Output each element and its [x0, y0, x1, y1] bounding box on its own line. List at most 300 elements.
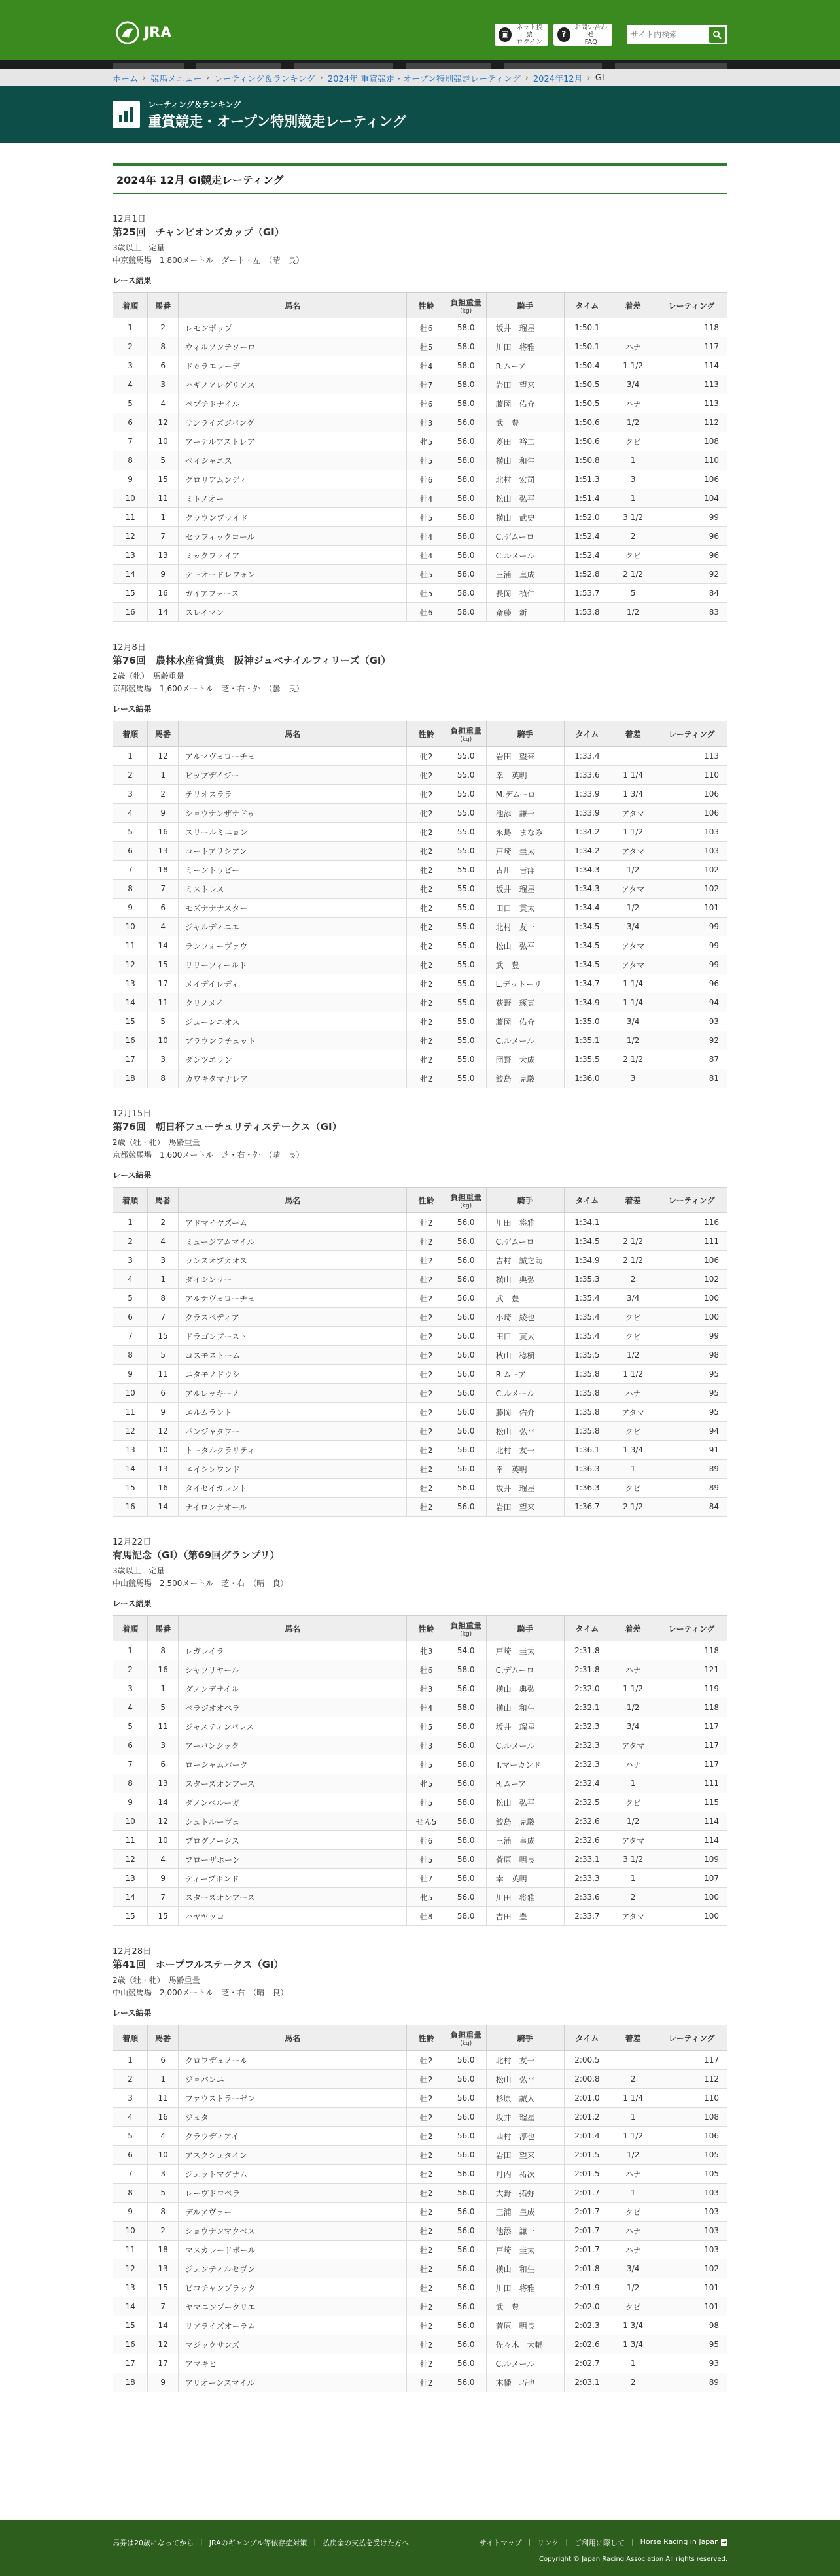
cell-time: 2:33.1 [564, 1850, 610, 1869]
cell-rank: 12 [113, 1850, 148, 1869]
table-row [113, 880, 727, 899]
cell-name[interactable]: アスクシュタイン [179, 2146, 407, 2165]
cell-wt: 56.0 [446, 1422, 486, 1441]
table-row [113, 2222, 727, 2241]
cell-name[interactable]: スターズオンアース [179, 1774, 407, 1793]
cell-rating: 117 [656, 1736, 727, 1755]
cell-wt: 56.0 [446, 1232, 486, 1251]
table-row [113, 1308, 727, 1327]
column-header-name [179, 1616, 407, 1641]
cell-name[interactable]: アリオーンスマイル [179, 2373, 407, 2392]
cell-time: 1:33.4 [564, 747, 610, 766]
column-header-num [148, 2025, 179, 2051]
cell-sex: 牝2 [407, 823, 446, 842]
cell-jockey: C.ルメール [486, 1384, 564, 1403]
cell-rank: 9 [113, 2203, 148, 2222]
results-label: レース結果 [113, 276, 152, 285]
cell-name[interactable]: ジャスティンパレス [179, 1717, 407, 1736]
cell-name[interactable]: ショウナンマクベス [179, 2222, 407, 2241]
column-label: 性齢 [418, 729, 434, 739]
cell-rank: 6 [113, 1308, 148, 1327]
cell-wt: 58.0 [446, 508, 486, 527]
cell-rank: 15 [113, 1479, 148, 1498]
cell-name[interactable]: アーバンシック [179, 1736, 407, 1755]
cell-wt: 55.0 [446, 1050, 486, 1069]
footer-link-addiction[interactable]: JRAのギャンブル等依存症対策 [209, 2539, 307, 2547]
nav-tab-6[interactable] [615, 63, 727, 69]
cell-jockey: 三浦 皇成 [486, 2203, 564, 2222]
column-label: 着差 [625, 2033, 641, 2043]
cell-rating: 103 [656, 2184, 727, 2203]
table-row [113, 2278, 727, 2297]
cell-name[interactable]: ジェットマグナム [179, 2165, 407, 2184]
cell-rating: 95 [656, 2335, 727, 2354]
cell-sex: 牡4 [407, 1698, 446, 1717]
cell-name[interactable]: ブローザホーン [179, 1850, 407, 1869]
column-header-margin [610, 2025, 656, 2051]
table-row [113, 584, 727, 603]
cell-margin: 1 [610, 2354, 656, 2373]
cell-rating: 107 [656, 1869, 727, 1888]
faq-button[interactable] [553, 24, 612, 46]
cell-margin: 2 [610, 527, 656, 546]
cell-rank: 10 [113, 489, 148, 508]
footer-link-terms[interactable]: ご利用に際して [574, 2539, 625, 2547]
cell-name[interactable]: アルテヴェローチェ [179, 1289, 407, 1308]
cell-name[interactable]: ミトノオー [179, 489, 407, 508]
weight-unit: (kg) [460, 307, 472, 315]
cell-name[interactable]: エイシンワンド [179, 1460, 407, 1479]
cell-rating: 112 [656, 413, 727, 432]
cell-name[interactable]: クラスペディア [179, 1308, 407, 1327]
cell-rating: 95 [656, 1384, 727, 1403]
cell-rating: 99 [656, 955, 727, 974]
cell-name[interactable]: クリノメイ [179, 993, 407, 1012]
cell-sex: 牡2 [407, 1365, 446, 1384]
cell-sex: 牡4 [407, 489, 446, 508]
cell-name[interactable]: ショウナンザナドゥ [179, 804, 407, 823]
cell-jockey: 川田 将雅 [486, 1213, 564, 1232]
cell-name[interactable]: コスモストーム [179, 1346, 407, 1365]
race-list [113, 212, 727, 2392]
cell-name[interactable]: シュトルーヴェ [179, 1812, 407, 1831]
column-label: レーティング [668, 301, 715, 311]
cell-name[interactable]: テリオスララ [179, 785, 407, 804]
cell-name[interactable]: クラウディアイ [179, 2127, 407, 2146]
cell-rank: 4 [113, 1270, 148, 1289]
cell-jockey: 荻野 琢真 [486, 993, 564, 1012]
cell-jockey: 松山 弘平 [486, 489, 564, 508]
cell-sex: 牡2 [407, 1289, 446, 1308]
cell-rating: 89 [656, 1479, 727, 1498]
breadcrumb-2024-12[interactable]: 2024年12月 [533, 74, 583, 84]
cell-sex: 牝5 [407, 1888, 446, 1907]
cell-name[interactable]: ハギノアレグリアス [179, 375, 407, 394]
cell-margin [610, 318, 656, 337]
footer-link-refund[interactable]: 払戻金の支払を受けた方へ [322, 2539, 409, 2547]
cell-name[interactable]: プログノーシス [179, 1831, 407, 1850]
cell-name[interactable]: アーテルアストレア [179, 432, 407, 451]
cell-rating: 106 [656, 470, 727, 489]
cell-wt: 55.0 [446, 899, 486, 918]
race-section [113, 1535, 727, 1926]
cell-jockey: R.ムーア [486, 1774, 564, 1793]
column-label: 馬番 [155, 1195, 171, 1205]
cell-name[interactable]: サンライズジパング [179, 413, 407, 432]
cell-rank: 1 [113, 318, 148, 337]
column-header-time [564, 1616, 610, 1641]
cell-rank: 7 [113, 861, 148, 880]
breadcrumb-2024-rating[interactable]: 2024年 重賞競走・オープン特別競走レーティング [327, 74, 521, 84]
breadcrumb-menu[interactable]: 競馬メニュー [150, 74, 202, 84]
cell-num: 1 [148, 1679, 179, 1698]
cell-name[interactable]: リリーフィールド [179, 955, 407, 974]
cell-name[interactable]: クラウンプライド [179, 508, 407, 527]
cell-sex: 牡6 [407, 470, 446, 489]
cell-sex: 牡2 [407, 2354, 446, 2373]
cell-sex: 牡6 [407, 394, 446, 413]
cell-name[interactable]: エルムラント [179, 1403, 407, 1422]
cell-rating: 94 [656, 1422, 727, 1441]
cell-num: 12 [148, 1422, 179, 1441]
cell-name[interactable]: スレイマン [179, 603, 407, 622]
cell-name[interactable]: ブラウンラチェット [179, 1031, 407, 1050]
cell-jockey: 武 豊 [486, 2297, 564, 2316]
cell-name[interactable]: スターズオンアース [179, 1888, 407, 1907]
footer-link-age[interactable]: 馬券は20歳になってから [113, 2539, 194, 2547]
cell-rating: 84 [656, 584, 727, 603]
cell-wt: 56.0 [446, 2184, 486, 2203]
column-header-rank [113, 2025, 148, 2051]
cell-name[interactable]: ミュージアムマイル [179, 1232, 407, 1251]
cell-name[interactable]: ベラジオオペラ [179, 1698, 407, 1717]
footer-link-sitemap[interactable]: サイトマップ [479, 2539, 522, 2547]
column-header-wt [446, 293, 486, 318]
cell-sex: 牡2 [407, 2165, 446, 2184]
cell-sex: 牡3 [407, 1736, 446, 1755]
column-header-jockey [486, 2025, 564, 2051]
cell-rank: 8 [113, 1774, 148, 1793]
cell-num: 4 [148, 394, 179, 413]
login-label-top: ネット投票 [516, 24, 543, 39]
ranking-chart-icon [113, 101, 140, 128]
table-row [113, 1232, 727, 1251]
cell-name[interactable]: ダノンデサイル [179, 1679, 407, 1698]
table-row [113, 2241, 727, 2259]
cell-time: 1:36.1 [564, 1441, 610, 1460]
cell-wt: 56.0 [446, 1679, 486, 1698]
cell-rating: 106 [656, 804, 727, 823]
cell-name[interactable]: ガイアフォース [179, 584, 407, 603]
column-header-margin [610, 1188, 656, 1213]
cell-name[interactable]: シャフリヤール [179, 1660, 407, 1679]
cell-jockey: 横山 和生 [486, 2259, 564, 2278]
cell-name[interactable]: テーオードレフォン [179, 565, 407, 584]
cell-time: 1:50.1 [564, 318, 610, 337]
cell-name[interactable]: レモンポップ [179, 318, 407, 337]
column-label: 着順 [122, 301, 139, 311]
footer-links-left: 馬券は20歳になってから | JRAのギャンブル等依存症対策 | 払戻金の支払を受けた方へ [113, 2537, 409, 2547]
table-header-row [113, 2025, 727, 2051]
cell-name[interactable]: ダイシンラー [179, 1270, 407, 1289]
cell-jockey: 川田 将雅 [486, 1888, 564, 1907]
race-conditions: 2歳（牡・牝） 馬齢重量 [113, 1138, 200, 1147]
cell-margin: クビ [610, 546, 656, 565]
cell-name[interactable]: ダノンベルーガ [179, 1793, 407, 1812]
cell-name[interactable]: アドマイヤズーム [179, 1213, 407, 1232]
cell-jockey: 長岡 禎仁 [486, 584, 564, 603]
nav-tab-3[interactable] [294, 63, 393, 69]
table-header-row [113, 1616, 727, 1641]
cell-wt: 58.0 [446, 1812, 486, 1831]
cell-wt: 55.0 [446, 936, 486, 955]
nav-tab-5[interactable] [504, 63, 602, 69]
cell-sex: 牡2 [407, 1498, 446, 1517]
cell-name[interactable]: ミーントゥビー [179, 861, 407, 880]
breadcrumb-home[interactable]: ホーム [113, 74, 139, 84]
cell-jockey: 西村 淳也 [486, 2127, 564, 2146]
column-header-time [564, 721, 610, 747]
cell-name[interactable]: アマキヒ [179, 2354, 407, 2373]
cell-wt: 56.0 [446, 432, 486, 451]
cell-wt: 58.0 [446, 1793, 486, 1812]
cell-name[interactable]: ペプチドナイル [179, 394, 407, 413]
cell-name[interactable]: トータルクラリティ [179, 1441, 407, 1460]
breadcrumb-current: GI [595, 73, 604, 83]
column-label: タイム [575, 1195, 599, 1205]
cell-rank: 15 [113, 2316, 148, 2335]
search-input[interactable] [627, 26, 708, 43]
net-vote-login-button[interactable] [495, 24, 548, 46]
cell-jockey: 松山 弘平 [486, 1793, 564, 1812]
cell-rating: 93 [656, 2354, 727, 2373]
cell-time: 2:00.5 [564, 2051, 610, 2070]
column-label: 馬番 [155, 729, 171, 739]
column-header-rating [656, 721, 727, 747]
nav-tab-2[interactable] [196, 63, 281, 69]
cell-name[interactable]: ジューンエオス [179, 1012, 407, 1031]
cell-sex: 牝2 [407, 861, 446, 880]
breadcrumb-sep: › [525, 73, 529, 83]
cell-wt: 58.0 [446, 1717, 486, 1736]
cell-name[interactable]: リアライズオーラム [179, 2316, 407, 2335]
cell-rating: 101 [656, 2278, 727, 2297]
table-row [113, 1365, 727, 1384]
cell-time: 1:52.0 [564, 508, 610, 527]
cell-name[interactable]: パンジャタワー [179, 1422, 407, 1441]
cell-rank: 9 [113, 470, 148, 489]
cell-name[interactable]: ミストレス [179, 880, 407, 899]
breadcrumb-rating-ranking[interactable]: レーティング＆ランキング [214, 74, 315, 84]
cell-time: 1:50.6 [564, 432, 610, 451]
cell-name[interactable]: ファウストラーゼン [179, 2089, 407, 2108]
cell-name[interactable]: レガレイラ [179, 1641, 407, 1660]
cell-name[interactable]: ミックファイア [179, 546, 407, 565]
cell-time: 1:36.3 [564, 1479, 610, 1498]
cell-margin: アタマ [610, 936, 656, 955]
cell-jockey: 吉村 誠之助 [486, 1251, 564, 1270]
cell-time: 2:03.1 [564, 2373, 610, 2392]
cell-wt: 56.0 [446, 1888, 486, 1907]
cell-name[interactable]: グロリアムンディ [179, 470, 407, 489]
cell-wt: 56.0 [446, 413, 486, 432]
cell-name[interactable]: クロワデュノール [179, 2051, 407, 2070]
cell-num: 17 [148, 974, 179, 993]
cell-name[interactable]: メイデイレディ [179, 974, 407, 993]
cell-num: 8 [148, 1069, 179, 1088]
column-label: 着差 [625, 729, 641, 739]
cell-sex: 牝2 [407, 747, 446, 766]
search-button[interactable] [709, 27, 725, 43]
column-label: タイム [575, 729, 599, 739]
cell-num: 12 [148, 747, 179, 766]
cell-rating: 92 [656, 565, 727, 584]
cell-name[interactable]: ジャルディニエ [179, 918, 407, 936]
cell-name[interactable]: ビップデイジー [179, 766, 407, 785]
cell-name[interactable]: デルアヴァー [179, 2203, 407, 2222]
table-row [113, 1812, 727, 1831]
cell-name[interactable]: ランフォーヴァウ [179, 936, 407, 955]
cell-name[interactable]: ウィルソンテソーロ [179, 337, 407, 356]
cell-sex: 牡2 [407, 2241, 446, 2259]
cell-rank: 5 [113, 394, 148, 413]
cell-time: 1:35.8 [564, 1365, 610, 1384]
cell-name[interactable]: ローシャムパーク [179, 1755, 407, 1774]
cell-margin: 1 3/4 [610, 2335, 656, 2354]
cell-jockey: 武 豊 [486, 955, 564, 974]
cell-name[interactable]: ナイロンナオール [179, 1498, 407, 1517]
cell-wt: 55.0 [446, 766, 486, 785]
cell-sex: 牡4 [407, 527, 446, 546]
race-date: 12月28日 [113, 1947, 152, 1957]
column-header-rank [113, 293, 148, 318]
cell-jockey: M.デムーロ [486, 785, 564, 804]
cell-jockey: 池添 謙一 [486, 2222, 564, 2241]
cell-name[interactable]: レーヴドロペラ [179, 2184, 407, 2203]
cell-name[interactable]: タイセイカレント [179, 1479, 407, 1498]
table-row [113, 1641, 727, 1660]
column-label: タイム [575, 1624, 599, 1634]
cell-margin: アタマ [610, 955, 656, 974]
cell-num: 5 [148, 1346, 179, 1365]
nav-tab-4[interactable] [406, 63, 491, 69]
cell-name[interactable]: セラフィックコール [179, 527, 407, 546]
cell-num: 14 [148, 603, 179, 622]
column-header-sex [407, 2025, 446, 2051]
cell-jockey: 小崎 綾也 [486, 1308, 564, 1327]
cell-name[interactable]: マジックサンズ [179, 2335, 407, 2354]
cell-name[interactable]: ドラゴンブースト [179, 1327, 407, 1346]
cell-rating: 100 [656, 1888, 727, 1907]
cell-sex: 牡2 [407, 1327, 446, 1346]
cell-wt: 58.0 [446, 337, 486, 356]
cell-name[interactable]: ジョバンニ [179, 2070, 407, 2089]
race-course: 中京競馬場 1,800メートル ダート・左 （晴 良） [113, 256, 304, 265]
cell-rating: 111 [656, 1774, 727, 1793]
cell-margin: 1 1/2 [610, 1679, 656, 1698]
jra-emblem-icon [115, 20, 140, 45]
cell-rank: 18 [113, 2373, 148, 2392]
footer-link-links[interactable]: リンク [537, 2539, 559, 2547]
cell-rating: 114 [656, 1831, 727, 1850]
cell-margin: 1/2 [610, 861, 656, 880]
cell-sex: せん5 [407, 1812, 446, 1831]
table-row [113, 356, 727, 375]
nav-tab-1[interactable] [113, 63, 184, 69]
cell-rank: 18 [113, 1069, 148, 1088]
cell-wt: 56.0 [446, 1479, 486, 1498]
cell-margin: クビ [610, 1327, 656, 1346]
cell-wt: 58.0 [446, 375, 486, 394]
cell-rank: 8 [113, 880, 148, 899]
cell-name[interactable]: ダンツエラン [179, 1050, 407, 1069]
cell-name[interactable]: ヤマニンブークリエ [179, 2297, 407, 2316]
cell-name[interactable]: カワキタマナレア [179, 1069, 407, 1088]
cell-rating: 117 [656, 2051, 727, 2070]
race-conditions: 3歳以上 定量 [113, 243, 165, 252]
footer-link-english[interactable] [640, 2537, 727, 2548]
cell-jockey: 横山 和生 [486, 451, 564, 470]
cell-time: 2:32.6 [564, 1831, 610, 1850]
table-row [113, 2089, 727, 2108]
cell-name[interactable]: ランスオブカオス [179, 1251, 407, 1270]
cell-time: 1:52.4 [564, 527, 610, 546]
column-header-jockey [486, 1616, 564, 1641]
cell-name[interactable]: ジェンティルセヴン [179, 2259, 407, 2278]
cell-margin: 3/4 [610, 1289, 656, 1308]
cell-name[interactable]: ジュタ [179, 2108, 407, 2127]
column-label: 着差 [625, 301, 641, 311]
cell-jockey: 田口 貫太 [486, 899, 564, 918]
cell-name[interactable]: コートアリシアン [179, 842, 407, 861]
cell-name[interactable]: ペイシャエス [179, 451, 407, 470]
cell-name[interactable]: ディープボンド [179, 1869, 407, 1888]
cell-name[interactable]: ニタモノドウシ [179, 1365, 407, 1384]
cell-name[interactable]: ドゥラエレーデ [179, 356, 407, 375]
cell-margin: 1/2 [610, 1812, 656, 1831]
cell-sex: 牡5 [407, 1717, 446, 1736]
cell-name[interactable]: ハヤヤッコ [179, 1907, 407, 1926]
table-row [113, 1251, 727, 1270]
cell-time: 2:01.7 [564, 2203, 610, 2222]
cell-sex: 牡7 [407, 375, 446, 394]
cell-wt: 58.0 [446, 1850, 486, 1869]
cell-num: 5 [148, 2184, 179, 2203]
cell-num: 4 [148, 2127, 179, 2146]
cell-name[interactable]: スリールミニョン [179, 823, 407, 842]
cell-name[interactable]: ピコチャンブラック [179, 2278, 407, 2297]
cell-sex: 牝2 [407, 1050, 446, 1069]
cell-rank: 1 [113, 2051, 148, 2070]
table-row [113, 2070, 727, 2089]
cell-num: 13 [148, 1460, 179, 1479]
cell-name[interactable]: モズナナナスター [179, 899, 407, 918]
cell-name[interactable]: アルレッキーノ [179, 1384, 407, 1403]
cell-wt: 56.0 [446, 1403, 486, 1422]
jra-logo[interactable] [115, 20, 171, 45]
cell-sex: 牝2 [407, 804, 446, 823]
cell-time: 1:52.8 [564, 565, 610, 584]
table-row [113, 1441, 727, 1460]
cell-time: 1:34.5 [564, 1232, 610, 1251]
cell-wt: 55.0 [446, 823, 486, 842]
cell-wt: 56.0 [446, 2241, 486, 2259]
cell-time: 1:33.6 [564, 766, 610, 785]
results-table [113, 292, 727, 622]
cell-name[interactable]: マスカレードボール [179, 2241, 407, 2259]
cell-name[interactable]: アルマヴェローチェ [179, 747, 407, 766]
breadcrumb [0, 69, 840, 86]
